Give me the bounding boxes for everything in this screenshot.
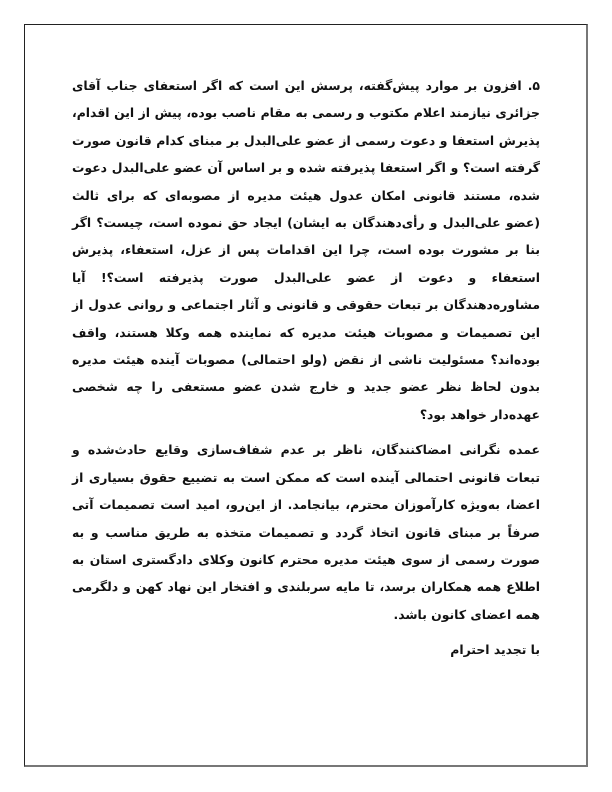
paragraph-concerns: عمده نگرانی امضاکنندگان، ناظر بر عدم شفاف‌سازی وقایع حادث‌شده و تبعات قانونی احتمالی آینده است که ممکن است به تضییع حقوق بسیاری از اعضا، به‌ویژه کارآموزان محترم، بیانجامد. از این‌رو، امید است تصمیمات آتی صرفاً بر مبنای قانون اتخاذ گردد و تصمیمات متخذه به طریق مناسب و به صورت رسمی از سوی هیئت مدیره محترم کانون وکلای دادگستری استان به اطلاع همه همکاران برسد، تا مایه سربلندی و افتخار این نهاد کهن و دلگرمی همه اعضای کانون باشد. (72, 442, 540, 622)
paragraph-question-5: ۵. افزون بر موارد پیش‌گفته، پرسش این است که اگر استعفای جناب آقای جزائری نیازمند اعلام مکتوب و رسمی به مقام ناصب بوده، پیش از این اقدام، پذیرش استعفا و دعوت رسمی از عضو علی‌البدل بر مبنای کدام قانون صورت گرفته است؟ و اگر استعفا پذیرفته شده و بر اساس آن عضو علی‌البدل دعوت شده، مستند قانونی امکان عدول هیئت مدیره از مصوبه‌ای که برای ثالث (عضو علی‌البدل و رأی‌دهندگان به ایشان) ایجاد حق نموده است، چیست؟ اگر بنا بر مشورت بوده است، چرا این اقدامات پس از عزل، استعفاء، پذیرش استعفاء و دعوت از عضو علی‌البدل صورت پذیرفته است؟! آیا مشاوره‌دهندگان بر تبعات حقوقی و قانونی و آثار اجتماعی و روانی عدول از این تصمیمات و مصوبات هیئت مدیره که نماینده همه وکلا هستند، واقف بوده‌اند؟ مسئولیت ناشی از نقض (ولو احتمالی) مصوبات آینده هیئت مدیره بدون لحاظ نظر عضو جدید و خارج شدن عضو مستعفی را چه شخصی عهده‌دار خواهد بود؟ (72, 78, 540, 422)
closing-salutation: با تجدید احترام (450, 642, 540, 658)
document-body (72, 72, 540, 664)
